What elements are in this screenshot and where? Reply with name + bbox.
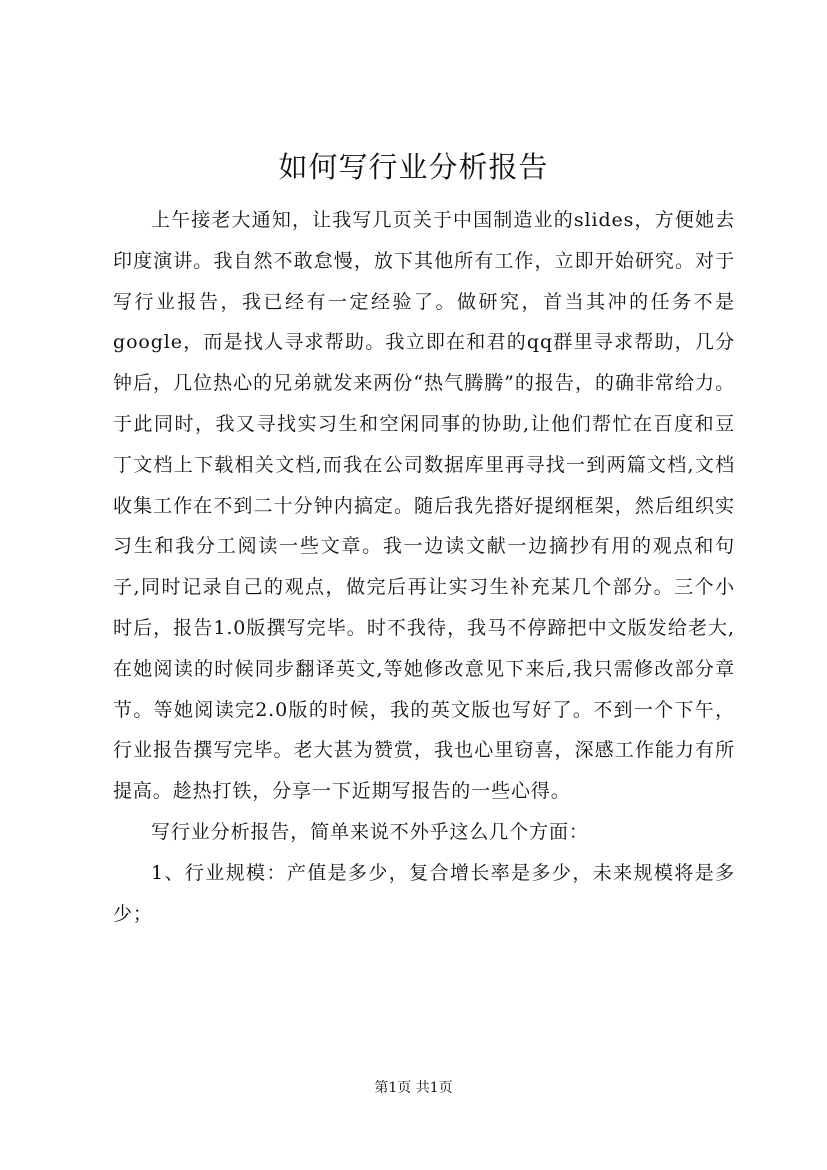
- paragraph-intro: 上午接老大通知，让我写几页关于中国制造业的slides，方便她去印度演讲。我自然不敢怠慢，放下其他所有工作，立即开始研究。对于写行业报告，我已经有一定经验了。做研究，首当其冲的任务不是google，而是找人寻求帮助。我立即在和君的qq群里寻求帮助，几分钟后，几位热心的兄弟就发来两份“热气腾腾”的报告，的确非常给力。于此同时，我又寻找实习生和空闲同事的协助,让他们帮忙在百度和豆丁文档上下载相关文档,而我在公司数据库里再寻找一到两篇文档,文档收集工作在不到二十分钟内搞定。随后我先搭好提纲框架，然后组织实习生和我分工阅读一些文章。我一边读文献一边摘抄有用的观点和句子,同时记录自己的观点，做完后再让实习生补充某几个部分。三个小时后，报告1.0版撰写完毕。时不我待，我马不停蹄把中文版发给老大,在她阅读的时候同步翻译英文,等她修改意见下来后,我只需修改部分章节。等她阅读完2.0版的时候，我的英文版也写好了。不到一个下午，行业报告撰写完毕。老大甚为赞赏，我也心里窃喜，深感工作能力有所提高。趁热打铁，分享一下近期写报告的一些心得。: [113, 209, 735, 803]
- document-body: [113, 200, 735, 934]
- page-footer: 第1页 共1页: [374, 1080, 453, 1096]
- paragraph-industry-scale: 1、行业规模：产值是多少，复合增长率是多少，未来规模将是多少；: [113, 861, 735, 925]
- document-title: 如何写行业分析报告: [278, 150, 549, 184]
- paragraph-aspects-intro: 写行业分析报告，简单来说不外乎这么几个方面：: [151, 820, 589, 843]
